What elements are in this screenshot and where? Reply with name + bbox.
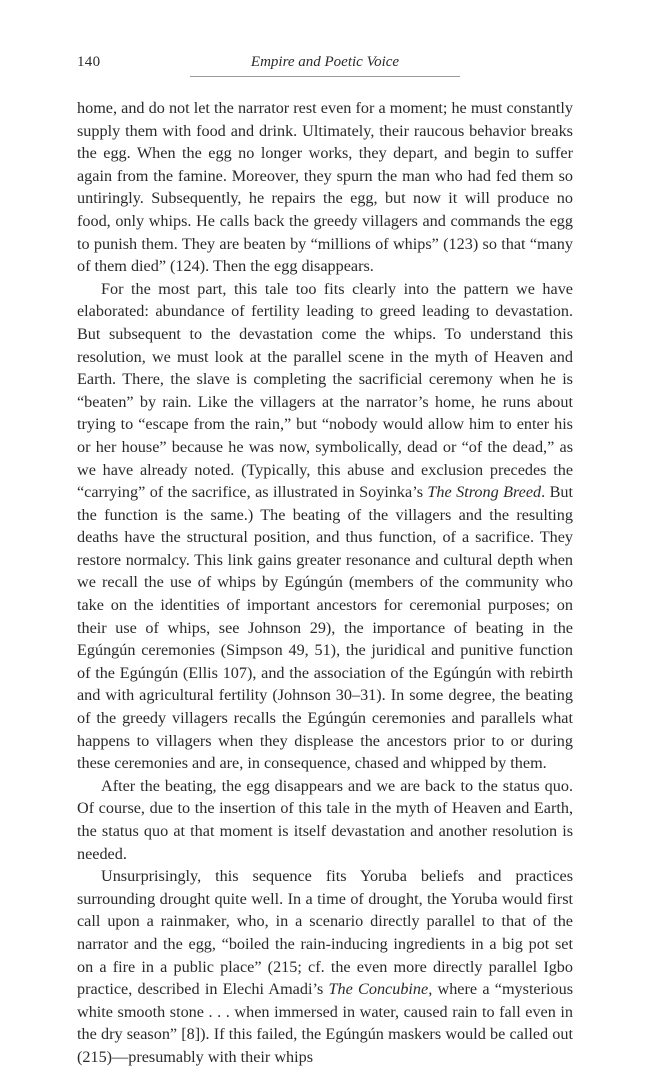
body-text	[77, 97, 573, 1069]
page-number: 140	[77, 54, 101, 70]
paragraph	[77, 865, 573, 1068]
book-title: The Strong Breed	[427, 483, 542, 502]
book-title: The Concubine,	[328, 980, 433, 999]
paragraph-text: home, and do not let the narrator rest even for a moment; he must constantly supply them with food and drink. Ultimately, their raucous behavior breaks the egg. When the egg no longer works, they depart, and begin to suffer again from the famine. Moreover, they spurn the man who had fed them so untiringly. Subsequently, he repairs the egg, but now it will produce no food, only whips. He calls back the greedy villagers and commands the egg to punish them. They are beaten by “millions of whips” (123) so that “many of them died” (124). Then the egg disappears.	[77, 99, 573, 276]
running-head-title: Empire and Poetic Voice	[250, 54, 400, 70]
paragraph-text: After the beating, the egg disappears and we are back to the status quo. Of course, due to the insertion of this tale in the myth of Heaven and Earth, the status quo at that moment is itself devastation and another resolution is needed.	[77, 776, 573, 863]
paragraph	[77, 97, 573, 278]
paragraph-text: Unsurprisingly, this sequence fits Yoruba beliefs and practices surrounding drought quite well. In a time of drought, the Yoruba would first call upon a rainmaker, who, in a scenario directly parallel to that of the narrator and the egg, “boiled the rain-inducing ingredients in a big pot set on a fire in a public place” (215; cf. the even more directly parallel Igbo practice, described in Elechi Amadi’s	[77, 867, 573, 999]
paragraph-text: For the most part, this tale too fits clearly into the pattern we have elaborated: abundance of fertility leading to greed leading to devastation. But subsequent to the devastation come the whips. To understand this resolution, we must look at the parallel scene in the myth of Heaven and Earth. There, the slave is completing the sacrificial ceremony when he is “beaten” by rain. Like the villagers at the narrator’s home, he runs about trying to “escape from the rain,” but “nobody would allow him to enter his or her house” because he was now, symbolically, dead or “of the dead,” as we have already noted. (Typically, this abuse and exclusion precedes the “carrying” of the sacrifice, as illustrated in Soyinka’s	[77, 279, 573, 502]
paragraph	[77, 775, 573, 865]
paragraph-text: where a “mysterious white smooth stone . . . when immersed in water, caused rain to fall even in the dry season” [8]). If this failed, the Egúngún maskers would be called out (215)—presumably with their whips	[77, 980, 573, 1066]
paragraph-text: . But the function is the same.) The beating of the villagers and the resulting deaths have the structural position, and thus function, of a sacrifice. They restore normalcy. This link gains greater resonance and cultural depth when we recall the use of whips by Egúngún (members of the community who take on the identities of important ancestors for ceremonial purposes; on their use of whips, see Johnson 29), the importance of beating in the Egúngún ceremonies (Simpson 49, 51), the juridical and punitive function of the Egúngún (Ellis 107), and the association of the Egúngún with rebirth and with agricultural fertility (Johnson 30–31). In some degree, the beating of the greedy villagers recalls the Egúngún ceremonies and parallels what happens to villagers when they displease the ancestors prior to or during these ceremonies and are, in consequence, chased and whipped by them.	[77, 483, 573, 773]
paragraph	[77, 278, 573, 775]
header-rule	[190, 76, 460, 77]
